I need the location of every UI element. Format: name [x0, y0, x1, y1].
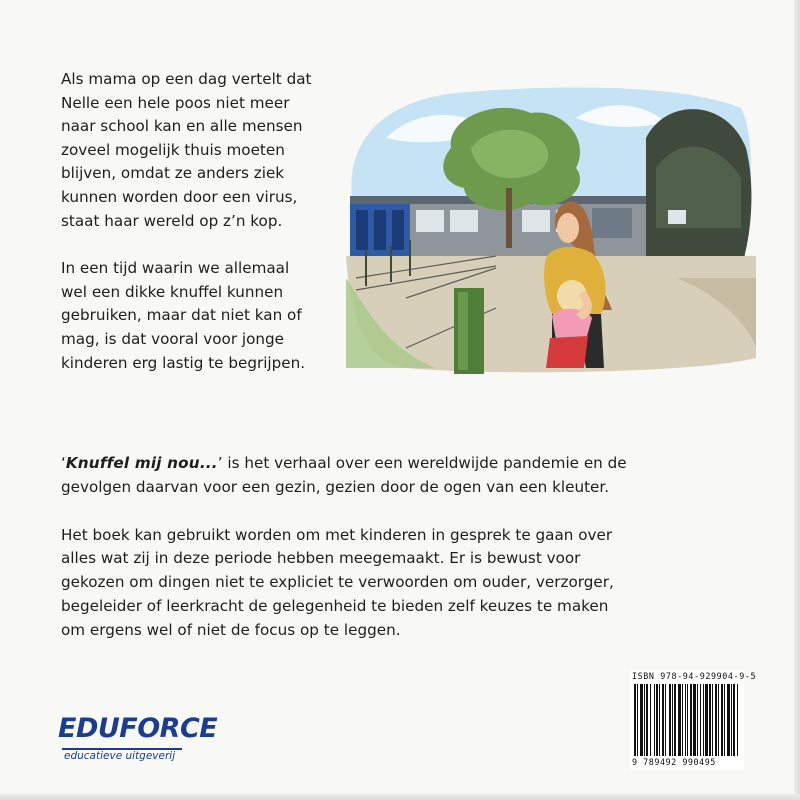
logo-tagline: educatieve uitgeverij [64, 750, 176, 762]
text-line: gevolgen daarvan voor een gezin, gezien door de ogen van een kleuter. [61, 477, 610, 496]
intro-paragraph-2 [61, 257, 331, 375]
description-text [61, 452, 701, 643]
text-line [61, 452, 701, 476]
publisher-logo [58, 712, 218, 768]
intro-paragraph-1 [61, 68, 331, 233]
quote-open: ‘ [61, 454, 66, 472]
logo-wordmark: EDUFORCE [58, 713, 218, 744]
isbn-label: ISBN 978-94-929904-9-5 [632, 671, 757, 681]
text-line: kunnen worden door een virus, [61, 187, 298, 206]
text-line: In een tijd waarin we allemaal [61, 259, 290, 278]
text-line: kinderen erg lastig te begrijpen. [61, 353, 306, 372]
description-paragraph-2 [61, 524, 701, 643]
barcode-digits: 9 789492 990495 [632, 757, 716, 767]
barcode-icon [634, 684, 740, 756]
quote-close: ’ [217, 454, 223, 472]
text-line: Het boek kan gebruikt worden om met kinderen in gesprek te gaan over [61, 525, 613, 544]
text-line: blijven, omdat ze anders ziek [61, 164, 285, 183]
text-line: begeleider of leerkracht de gelegenheid te bieden zelf keuzes te maken [61, 596, 609, 615]
description-paragraph-1 [61, 452, 701, 500]
text-line: naar school kan en alle mensen [61, 117, 303, 136]
text-line: wel een dikke knuffel kunnen [61, 282, 284, 301]
isbn-barcode-box [630, 670, 757, 770]
text-line: staat haar wereld op z’n kop. [61, 211, 283, 230]
text-line: Nelle een hele poos niet meer [61, 93, 290, 112]
book-title: Knuffel mij nou... [65, 454, 218, 472]
text-line: alles wat zij in deze periode hebben meegemaakt. Er is bewust voor [61, 549, 581, 568]
text-line: gekozen om dingen niet te expliciet te verwoorden om ouder, verzorger, [61, 573, 614, 592]
text-line: mag, is dat vooral voor jonge [61, 329, 285, 348]
text-line: gebruiken, maar dat niet kan of [61, 306, 302, 325]
illustration-mother-hugging-child [346, 78, 756, 376]
text-line: om ergens wel of niet de focus op te leggen. [61, 620, 401, 639]
text-line: zoveel mogelijk thuis moeten [61, 140, 285, 159]
intro-text [61, 68, 331, 375]
text-line-rest: is het verhaal over een wereldwijde pandemie en de [222, 454, 627, 472]
text-line: Als mama op een dag vertelt dat [61, 70, 312, 88]
page-edge-right [794, 0, 800, 800]
page-edge-bottom [0, 794, 800, 800]
